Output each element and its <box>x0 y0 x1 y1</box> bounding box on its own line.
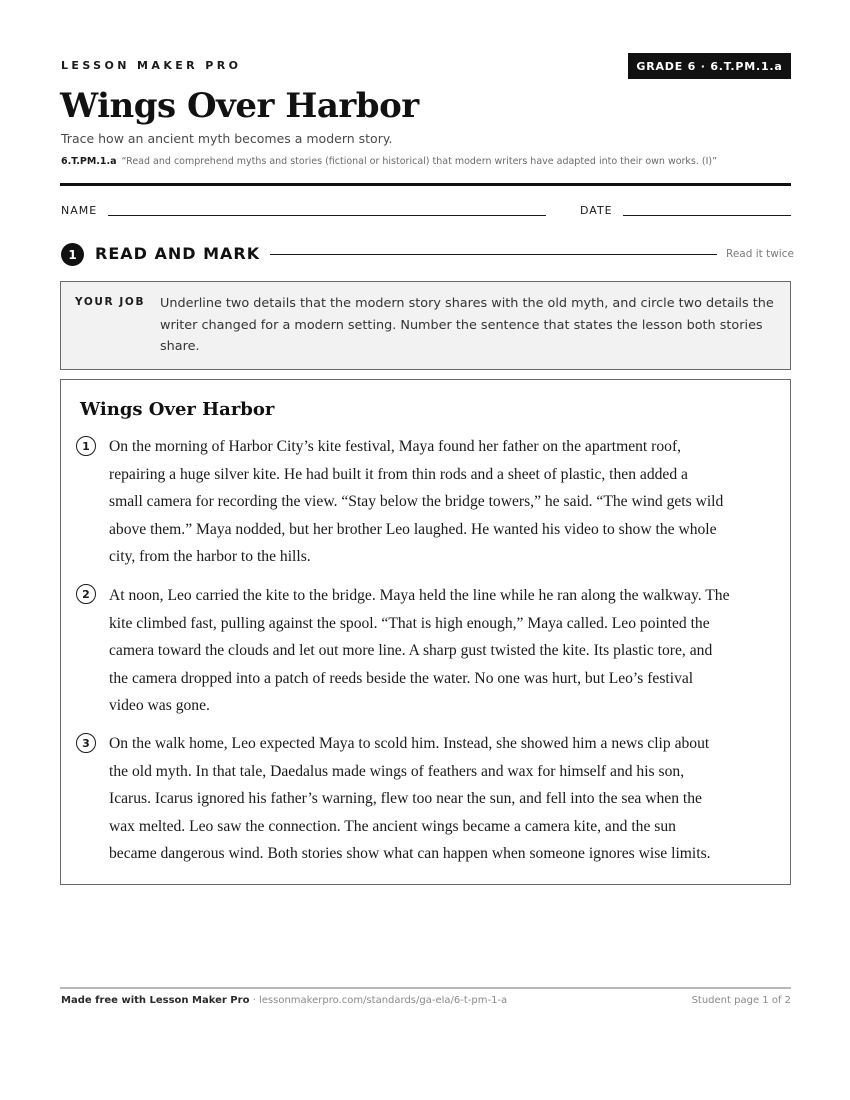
page-title: Wings Over Harbor <box>60 86 419 126</box>
page-subtitle: Trace how an ancient myth becomes a modern story. <box>61 131 393 146</box>
paragraph-line: Icarus. Icarus ignored his father’s warning, flew too near the sun, and fell into the sea when the <box>109 790 702 807</box>
instructions-text: Underline two details that the modern story shares with the old myth, and circle two details the writer changed for a modern setting. Number the sentence that states the lesson both stories share. <box>160 296 774 355</box>
story-title: Wings Over Harbor <box>80 399 275 420</box>
name-label: NAME <box>61 204 98 217</box>
paragraph-line: repairing a huge silver kite. He had built it from thin rods and a sheet of plastic, then added a <box>109 465 688 483</box>
story-paragraph <box>109 730 779 868</box>
paragraph-line: city, from the harbor to the hills. <box>109 548 311 565</box>
paragraph-number: 1 <box>76 436 96 456</box>
paragraph-line: became dangerous wind. Both stories show what can happen when someone ignores wise limits. <box>109 845 711 862</box>
footer-page-number: Student page 1 of 2 <box>691 995 791 1006</box>
story-paragraph <box>109 433 779 571</box>
grade-badge: GRADE 6 · 6.T.PM.1.a <box>628 53 791 79</box>
paragraph-line: wax melted. Leo saw the connection. The ancient wings became a camera kite, and the sun <box>109 817 676 835</box>
paragraph-line: the camera dropped into a patch of reeds beside the water. No one was hurt, but Leo’s festival <box>109 669 694 687</box>
section-title: READ AND MARK <box>95 244 261 263</box>
standard-line <box>61 156 717 167</box>
section-number-badge: 1 <box>61 243 84 266</box>
story-passage <box>60 379 791 885</box>
name-field[interactable] <box>108 215 546 216</box>
instructions-box <box>60 281 791 370</box>
date-field[interactable] <box>623 215 791 216</box>
standard-text: “Read and comprehend myths and stories (fictional or historical) that modern writers have adapted into their own works. (I)” <box>121 156 718 167</box>
section-note: Read it twice <box>726 248 794 260</box>
paragraph-number: 3 <box>76 733 96 753</box>
paragraph-line: video was gone. <box>109 697 210 714</box>
paragraph-line: On the morning of Harbor City’s kite festival, Maya found her father on the apartment roof, <box>109 438 682 455</box>
paragraph-line: On the walk home, Leo expected Maya to scold him. Instead, she showed him a news clip about <box>109 735 710 752</box>
paragraph-line: above them.” Maya nodded, but her brother Leo laughed. He wanted his video to show the whole <box>109 520 717 538</box>
section-divider <box>270 254 717 255</box>
header-divider <box>60 183 791 186</box>
footer-divider <box>60 987 791 989</box>
footer-made-with: Made free with Lesson Maker Pro <box>61 995 250 1006</box>
brand-name: LESSON MAKER PRO <box>61 59 242 72</box>
paragraph-line: kite climbed fast, pulling against the spool. “That is high enough,” Maya called. Leo pointed the <box>109 614 710 632</box>
paragraph-line: small camera for recording the view. “Stay below the bridge towers,” he said. “The wind gets wild <box>109 493 724 510</box>
date-label: DATE <box>580 204 613 217</box>
paragraph-number: 2 <box>76 584 96 604</box>
standard-code: 6.T.PM.1.a <box>61 156 117 167</box>
footer-url: · lessonmakerpro.com/standards/ga-ela/6-t-pm-1-a <box>249 995 508 1006</box>
story-paragraph <box>109 582 779 720</box>
paragraph-line: At noon, Leo carried the kite to the bridge. Maya held the line while he ran along the walkway. The <box>109 587 730 604</box>
footer-credit <box>61 995 507 1006</box>
paragraph-line: the old myth. In that tale, Daedalus made wings of feathers and wax for himself and his son, <box>109 762 685 780</box>
paragraph-line: camera toward the clouds and let out more line. A sharp gust twisted the kite. Its plastic tore, and <box>109 642 713 659</box>
instructions-label: YOUR JOB <box>75 296 146 308</box>
